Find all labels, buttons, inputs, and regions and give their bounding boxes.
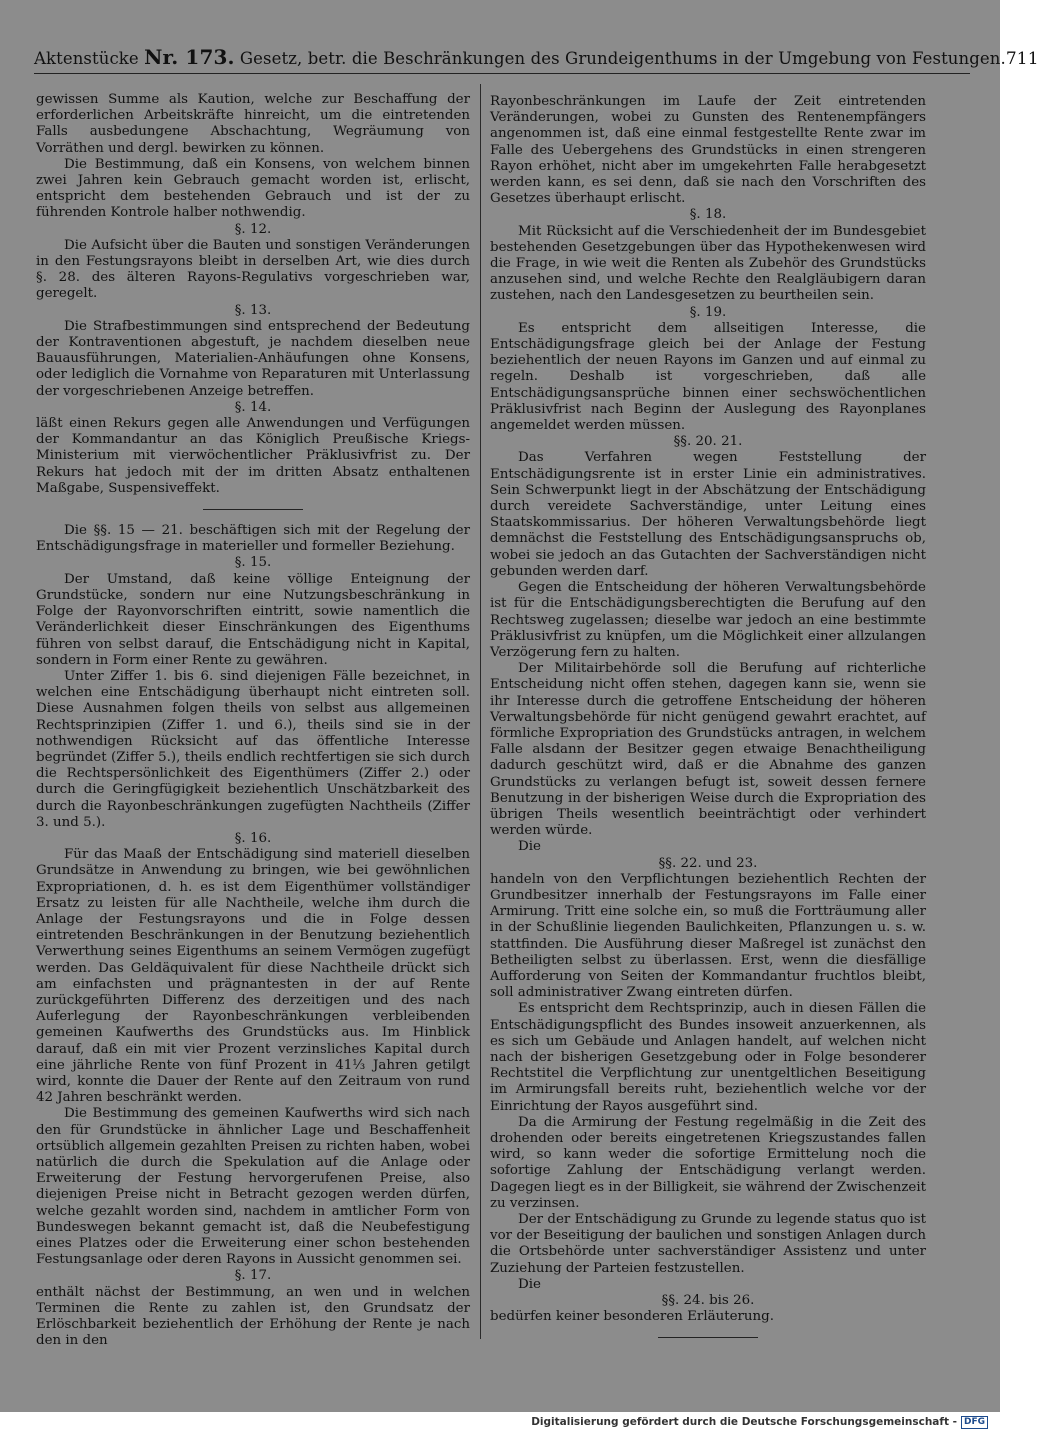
section-heading: §. 12. bbox=[234, 221, 272, 237]
header-title-line bbox=[34, 45, 1006, 69]
paragraph: Der Militairbehörde soll die Berufung auf richterliche Entscheidung nicht offen stehen, dagegen kann sie, wenn sie ihr Interesse durch die getroffene Entscheidung der höheren Verwaltungsbehörde für nicht genügend gewahrt erachtet, auf förmliche Expropriation des Grundstücks antragen, in welchem Falle alsdann der Besitzer gegen etwaige Benachtheiligung dadurch geschützt wird, daß er die Abnahme des ganzen Grundstücks zu verlangen befugt ist, soweit dessen fernere Benutzung in der bisherigen Weise durch die Expropriation des übrigen Theils wesentlich beeinträchtigt oder verhindert werden würde. bbox=[490, 661, 926, 839]
paragraph: Der der Entschädigung zu Grunde zu legende status quo ist vor der Beseitigung der baulichen und sonstigen Anlagen durch die Ortsbehörde unter sachverständiger Assistenz und unter Zuziehung der Parteien festzustellen. bbox=[490, 1212, 926, 1276]
paragraph: Das Verfahren wegen Feststellung der Entschädigungsrente ist in erster Linie ein administratives. Sein Schwerpunkt liegt in der Abschätzung der Entschädigung durch vereidete Sachverständige, unter Leitung eines Staatskommissarius. Der höheren Verwaltungsbehörde liegt demnächst die Feststellung des Entschädigungsanspruchs ob, wobei sie jedoch an das Gutachten der Sachverständigen nicht gebunden werden darf. bbox=[490, 450, 926, 579]
paragraph: Die §§. 15 — 21. beschäftigen sich mit der Regelung der Entschädigungsfrage in materieller und formeller Beziehung. bbox=[36, 523, 470, 555]
paragraph: Die Strafbestimmungen sind entsprechend der Bedeutung der Kontraventionen abgestuft, je nachdem dieselben neue Bauausführungen, Materialien-Anhäufungen ohne Konsens, oder lediglich die Vornahme von Reparaturen mit Unterlassung der vorgeschriebenen Anzeige betreffen. bbox=[36, 318, 470, 399]
paragraph: Die Bestimmung des gemeinen Kaufwerths wird sich nach den für Grundstücke in ähnlicher Lage und Beschaffenheit ortsüblich allgemein gezahlten Preisen zu richten haben, wobei natürlich die durch die Spekulation auf die Anlage oder Erweiterung der Festung hervorgerufenen Preise, also diejenigen Preise nicht in Betracht gezogen werden dürfen, welche gezahlt worden sind, nachdem in amtlicher Form von Bundeswegen bekannt gemacht ist, daß die Neubefestigung eines Platzes oder die Erweiterung einer schon bestehenden Festungsanlage oder deren Rayons in Aussicht genommen sei. bbox=[36, 1106, 470, 1268]
section-heading: §. 13. bbox=[234, 302, 272, 318]
paragraph: bedürfen keiner besonderen Erläuterung. bbox=[490, 1309, 774, 1325]
dfg-logo: DFG bbox=[961, 1416, 988, 1429]
paragraph: gewissen Summe als Kaution, welche zur Beschaffung der erforderlichen Arbeitskräfte hinreicht, um die eintretenden Falls ausbedungene Abschachtung, Wegräumung von Vorräthen und dergl. bewirken zu können. bbox=[36, 92, 470, 156]
section-heading: §§. 20. 21. bbox=[673, 434, 743, 450]
running-header bbox=[34, 44, 1039, 74]
paragraph: enthält nächst der Bestimmung, an wen und in welchen Terminen die Rente zu zahlen ist, den Grundsatz der Erlöschbarkeit beziehentlich der Erhöhung der Rente je nach den in den bbox=[36, 1284, 470, 1349]
paragraph: Die bbox=[518, 839, 541, 855]
paragraph: Die Bestimmung, daß ein Konsens, von welchem binnen zwei Jahren kein Gebrauch gemacht worden ist, erlischt, entspricht dem bestehenden Gebrauch und ist der zu führenden Kontrole halber nothwendig. bbox=[36, 156, 470, 221]
paragraph: läßt einen Rekurs gegen alle Anwendungen und Verfügungen der Kommandantur an das Königlich Preußische Kriegs-Ministerium mit vierwöchentlicher Präklusivfrist zu. Der Rekurs hat jedoch mit der im dritten Absatz enthaltenen Maßgabe, Suspensiveffekt. bbox=[36, 416, 470, 496]
section-heading: §. 16. bbox=[234, 830, 272, 846]
section-heading: §§. 24. bis 26. bbox=[661, 1293, 755, 1309]
paragraph: Die bbox=[518, 1276, 541, 1292]
paragraph: Der Umstand, daß keine völlige Enteignung der Grundstücke, sondern nur eine Nutzungsbeschränkung in Folge der Rayonvorschriften eintritt, sowie namentlich die Veränderlichkeit dieser Einschränkungen des Eigenthums führen von selbst darauf, die Entschädigung nicht in Kapital, sondern in Form einer Rente zu gewähren. bbox=[36, 571, 470, 668]
paragraph: Es entspricht dem Rechtsprinzip, auch in diesen Fällen die Entschädigungspflicht des Bundes insoweit anzuerkennen, als es sich um Gebäude und Anlagen handelt, auf welchen nicht nach der bisherigen Gesetzgebung oder in Folge besonderer Rechtstitel die Verpflichtung zur unentgeltlichen Beseitigung im Armirungsfall bereits ruht, beziehentlich welche vor der Einrichtung der Rayos ausgeführt sind. bbox=[490, 1001, 926, 1114]
section-heading: §. 19. bbox=[689, 304, 727, 320]
digitization-footer bbox=[0, 1412, 1000, 1432]
left-column bbox=[36, 92, 470, 1349]
paragraph: Mit Rücksicht auf die Verschiedenheit der im Bundesgebiet bestehenden Gesetzgebungen über das Hypothekenwesen wird die Frage, in wie weit die Renten als Zubehör des Grundstücks anzusehen sind, und welche Rechte den Realgläubigern daran zustehen, nach den Landesgesetzen zu beurtheilen sein. bbox=[490, 223, 926, 304]
header-prefix: Aktenstücke bbox=[34, 49, 139, 68]
paragraph: Unter Ziffer 1. bis 6. sind diejenigen Fälle bezeichnet, in welchen eine Entschädigung überhaupt nicht eintreten soll. Diese Ausnahmen folgen theils von selbst aus allgemeinen Rechtsprinzipien (Ziffer 1. und 6.), theils sind sie in der nothwendigen Rücksicht auf das öffentliche Interesse begründet (Ziffer 5.), theils endlich rechtfertigen sie sich durch die Rechtspersönlichkeit des Eigenthümers (Ziffer 2.) oder durch die Geringfügigkeit beziehentlich Unschätzbarkeit des durch die Rayonbeschränkungen zugefügten Nachtheils (Ziffer 3. und 5.). bbox=[36, 668, 470, 830]
column-divider bbox=[480, 84, 481, 1339]
paragraph: Da die Armirung der Festung regelmäßig in die Zeit des drohenden oder bereits eingetretenen Kriegszustandes fallen wird, so kann weder die sofortige Ermittelung noch die sofortige Zahlung der Entschädigung verlangt werden. Dagegen liegt es in der Billigkeit, sie während der Zwischenzeit zu verzinsen. bbox=[490, 1114, 926, 1211]
paragraph: Für das Maaß der Entschädigung sind materiell dieselben Grundsätze in Anwendung zu bringen, wie bei gewöhnlichen Expropriationen, d. h. es ist dem Eigenthümer vollständiger Ersatz zu leisten für alle Nachtheile, welche ihm durch die Anlage der Festungsrayons und die in Folge dessen eintretenden Beschränkungen in der Benutzung beziehentlich Verwerthung seines Eigenthums an seinem Vermögen zugefügt werden. Das Geldäquivalent für diese Nachtheile drückt sich am einfachsten und prägnantesten in der auf Rente zurückgeführten Differenz des derzeitigen und des nach Auferlegung der Rayonbeschränkungen verbleibenden gemeinen Kaufwerths des Grundstücks aus. Im Hinblick darauf, daß ein mit vier Prozent verzinsliches Kapital durch eine jährliche Rente von fünf Prozent in 41⅓ Jahren getilgt wird, konnte die Dauer der Rente auf den Zeitraum von rund 42 Jahren beschränkt werden. bbox=[36, 847, 470, 1106]
section-heading: §. 15. bbox=[234, 555, 272, 571]
section-heading: §§. 22. und 23. bbox=[658, 855, 758, 871]
section-heading: §. 14. bbox=[234, 399, 272, 415]
document-number: Nr. 173. bbox=[144, 45, 235, 69]
paragraph: Es entspricht dem allseitigen Interesse, die Entschädigungsfrage gleich bei der Anlage der Festung beziehentlich der neuen Rayons im Ganzen und auf einmal zu regeln. Deshalb ist vorgeschrieben, daß alle Entschädigungsansprüche binnen einer sechswöchentlichen Präklusivfrist nach Beginn der Auslegung des Rayonplanes angemeldet werden müssen. bbox=[490, 320, 926, 434]
paragraph: handeln von den Verpflichtungen beziehentlich Rechten der Grundbesitzer innerhalb der Festungsrayons im Falle einer Armirung. Tritt eine solche ein, so muß die Fortträumung aller in der Schußlinie liegenden Baulichkeiten, Pflanzungen u. s. w. stattfinden. Die Ausführung dieser Maßregel ist zunächst den Betheiligten selbst zu überlassen. Erst, wenn die diesfällige Aufforderung von Seiten der Kommandantur fruchtlos bleibt, soll administrativer Zwang eintreten dürfen. bbox=[490, 871, 926, 1001]
page-number: 711 bbox=[1005, 49, 1039, 69]
section-heading: §. 17. bbox=[234, 1268, 272, 1284]
footer-credit: Digitalisierung gefördert durch die Deutsche Forschungsgemeinschaft - bbox=[531, 1416, 957, 1428]
paragraph: Die Aufsicht über die Bauten und sonstigen Veränderungen in den Festungsrayons bleibt in derselben Art, wie dies durch §. 28. des älteren Rayons-Regulativs vorgeschrieben war, geregelt. bbox=[36, 237, 470, 302]
section-separator bbox=[203, 509, 303, 510]
section-heading: §. 18. bbox=[689, 207, 727, 223]
paragraph: Rayonbeschränkungen im Laufe der Zeit eintretenden Veränderungen, wobei zu Gunsten des Rentenempfängers angenommen ist, daß eine einmal festgestellte Rente zwar im Falle des Uebergehens des Grundstücks in einen strengeren Rayon erhöhet, nicht aber im umgekehrten Falle herabgesetzt werden kann, es sei denn, daß sie nach den Vorschriften des Gesetzes überhaupt erlischt. bbox=[490, 94, 926, 207]
right-column bbox=[490, 94, 926, 1351]
paragraph: Gegen die Entscheidung der höheren Verwaltungsbehörde ist für die Entschädigungsberechtigten die Berufung auf den Rechtsweg zugelassen; dieselbe war jedoch an eine bestimmte Präklusivfrist zu knüpfen, um die Möglichkeit einer allzulangen Verzögerung fern zu halten. bbox=[490, 580, 926, 660]
header-title: Gesetz, betr. die Beschränkungen des Grundeigenthums in der Umgebung von Festungen. bbox=[239, 49, 1006, 68]
end-separator bbox=[658, 1337, 758, 1338]
